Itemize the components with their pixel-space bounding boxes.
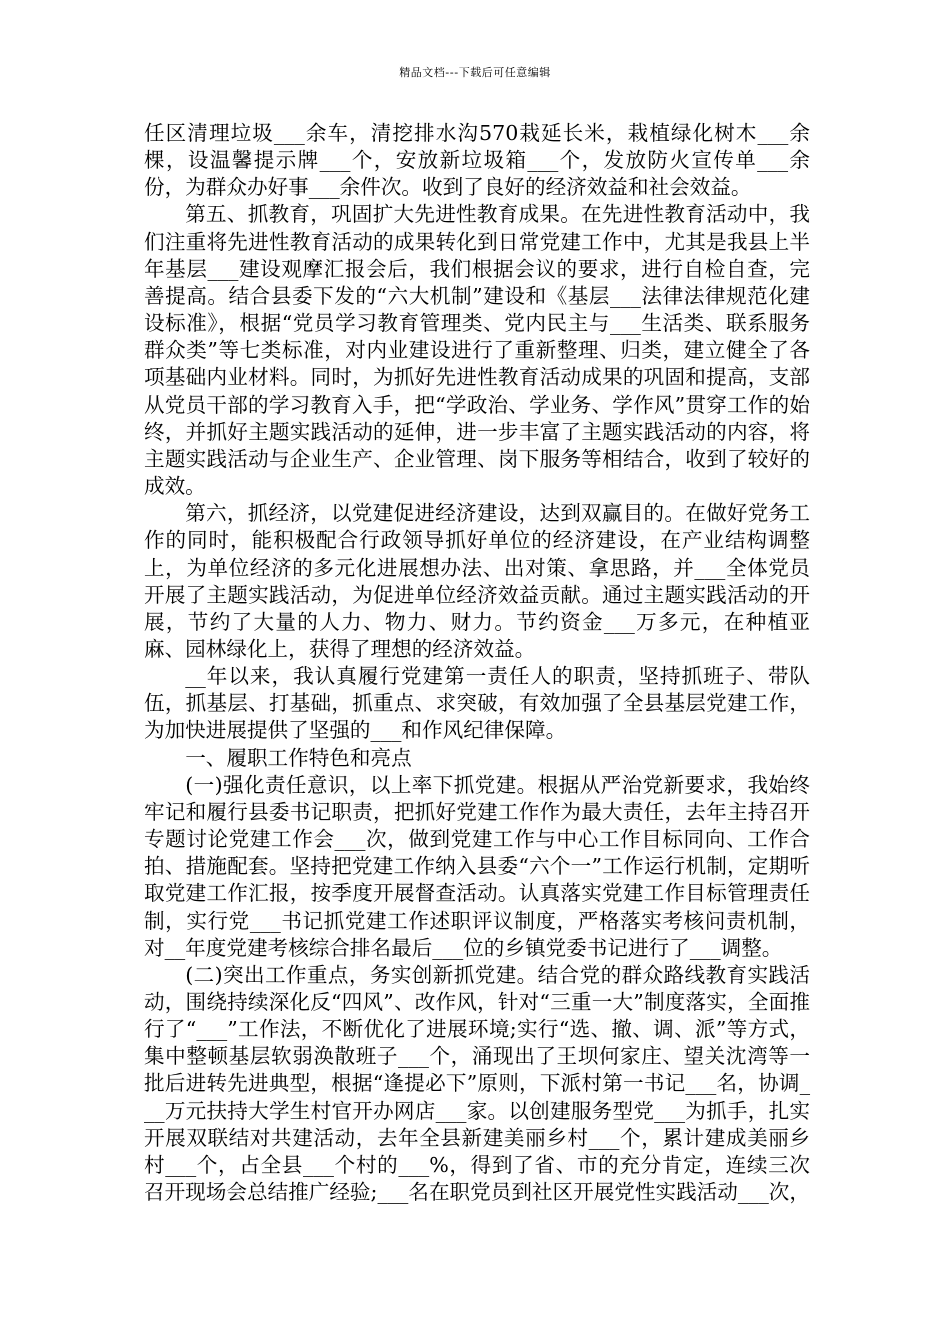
paragraph-5: (一)强化责任意识，以上率下抓党建。根据从严治党新要求，我始终牢记和履行县委书记职责，把抓好党建工作作为最大责任，去年主持召开专题讨论党建工作会___次，做到党建工作与中心工作目标同向、工作合拍、措施配套。坚持把党建工作纳入县委“六个一”工作运行机制，定期听取党建工作汇报，按季度开展督查活动。认真落实党建工作目标管理责任制，实行党___书记抓党建工作述职评议制度，严格落实考核问责机制，对__年度党建考核综合排名最后___位的乡镇党委书记进行了___调整。 [144, 772, 810, 960]
document-body [144, 120, 810, 1206]
paragraph-3: 第六，抓经济，以党建促进经济建设，达到双赢目的。在做好党务工作的同时，能积极配合行政领导抓好单位的经济建设，在产业结构调整上，为单位经济的多元化进展想办法、出对策、拿思路，并___全体党员开展了主题实践活动，为促进单位经济效益贡献。通过主题实践活动的开展，节约了大量的人力、物力、财力。节约资金___万多元，在种植亚麻、园林绿化上，获得了理想的经济效益。 [144, 501, 810, 661]
paragraph-2: 第五、抓教育，巩固扩大先进性教育成果。在先进性教育活动中，我们注重将先进性教育活动的成果转化到日常党建工作中，尤其是我县上半年基层___建设观摩汇报会后，我们根据会议的要求，进行自检自查，完善提高。结合县委下发的“六大机制”建设和《基层___法律法律规范化建设标准》，根据“党员学习教育管理类、党内民主与___生活类、联系服务群众类”等七类标准，对内业建设进行了重新整理、归类，建立健全了各项基础内业材料。同时，为抓好先进性教育活动成果的巩固和提高，支部从党员干部的学习教育入手，把“学政治、学业务、学作风”贯穿工作的始终，并抓好主题实践活动的延伸，进一步丰富了主题实践活动的内容，将主题实践活动与企业生产、企业管理、岗下服务等相结合，收到了较好的成效。 [144, 202, 810, 499]
paragraph-1: 任区清理垃圾___余车，清挖排水沟570栽延长米，栽植绿化树木___余棵，设温馨提示牌___个，安放新垃圾箱___个，发放防火宣传单___余份，为群众办好事___余件次。收到了良好的经济效益和社会效益。 [144, 121, 810, 200]
page-header-note: 精品文档---下载后可任意编辑 [399, 66, 551, 79]
section-heading: 一、履职工作特色和亮点 [185, 745, 412, 770]
paragraph-6: (二)突出工作重点，务实创新抓党建。结合党的群众路线教育实践活动，围绕持续深化反“四风”、改作风，针对“三重一大”制度落实，全面推行了“___”工作法，不断优化了进展环境;实行“选、撤、调、派”等方式，集中整顿基层软弱涣散班子___个，涌现出了王坝何家庄、望关沈湾等一批后进转先进典型，根据“逢提必下”原则，下派村第一书记___名，协调___万元扶持大学生村官开办网店___家。以创建服务型党___为抓手，扎实开展双联结对共建活动，去年全县新建美丽乡村___个，累计建成美丽乡村___个，占全县___个村的___%，得到了省、市的充分肯定，连续三次召开现场会总结推广经验;___名在职党员到社区开展党性实践活动___次， [144, 962, 810, 1205]
paragraph-4: __年以来，我认真履行党建第一责任人的职责，坚持抓班子、带队伍，抓基层、打基础，抓重点、求突破，有效加强了全县基层党建工作，为加快进展提供了坚强的___和作风纪律保障。 [144, 664, 810, 743]
